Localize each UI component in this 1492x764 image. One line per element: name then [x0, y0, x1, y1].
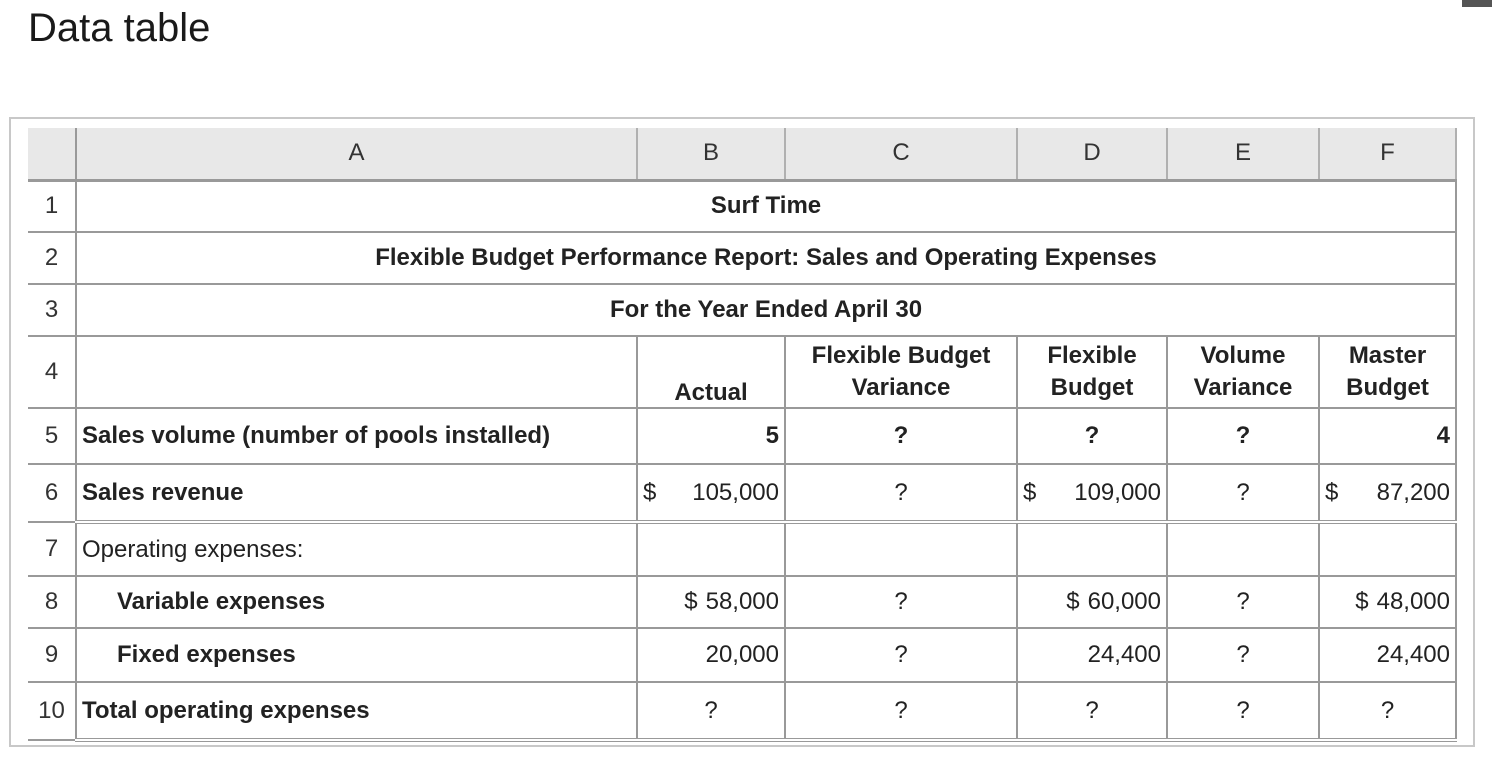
dollar-sign: $	[684, 588, 698, 615]
table-row	[28, 628, 1456, 682]
row-number: 1	[28, 180, 76, 232]
value-cell: 4	[1319, 408, 1456, 464]
value-cell: ?	[637, 682, 785, 740]
header-line: Budget	[1346, 374, 1429, 401]
value-cell	[1319, 464, 1456, 522]
column-header-f: F	[1319, 128, 1456, 180]
value-cell: ?	[1017, 682, 1167, 740]
row-number: 5	[28, 408, 76, 464]
row-number: 3	[28, 284, 76, 336]
table-row	[28, 408, 1456, 464]
value-cell: 24,400	[1017, 628, 1167, 682]
dollar-sign: $	[1023, 478, 1037, 506]
header-line: Variance	[851, 374, 951, 401]
label-cell	[76, 336, 637, 408]
column-header-row	[28, 128, 1456, 180]
row-number: 6	[28, 464, 76, 522]
table-row	[28, 576, 1456, 628]
amount: 105,000	[692, 478, 779, 506]
value-cell: ?	[785, 576, 1017, 628]
header-flexible-budget	[1017, 336, 1167, 408]
value-cell	[637, 522, 785, 576]
company-name: Surf Time	[76, 180, 1456, 232]
row-number: 7	[28, 522, 76, 576]
column-header-e: E	[1167, 128, 1319, 180]
value-cell: ?	[785, 628, 1017, 682]
amount: 109,000	[1074, 478, 1161, 506]
value-cell: ?	[1167, 464, 1319, 522]
value-cell	[1017, 464, 1167, 522]
table-row	[28, 522, 1456, 576]
table-row	[28, 682, 1456, 740]
line-item-label: Operating expenses:	[76, 522, 637, 576]
line-item-label: Sales revenue	[76, 464, 637, 522]
value-cell	[637, 576, 785, 628]
value-cell: ?	[785, 408, 1017, 464]
report-title: Flexible Budget Performance Report: Sales and Operating Expenses	[76, 232, 1456, 284]
row-number: 8	[28, 576, 76, 628]
value-cell	[1017, 522, 1167, 576]
value-cell: 24,400	[1319, 628, 1456, 682]
row-number: 2	[28, 232, 76, 284]
value-cell: 5	[637, 408, 785, 464]
table-row	[28, 232, 1456, 284]
value-cell	[1167, 522, 1319, 576]
value-cell	[1319, 576, 1456, 628]
value-cell: ?	[1017, 408, 1167, 464]
header-line: Volume	[1200, 342, 1286, 369]
value-cell: ?	[785, 464, 1017, 522]
spreadsheet-table	[28, 128, 1457, 742]
value-cell	[1319, 522, 1456, 576]
header-line: Master	[1348, 342, 1427, 369]
dollar-sign: $	[1066, 588, 1080, 615]
table-row	[28, 464, 1456, 522]
value-cell: ?	[1167, 682, 1319, 740]
amount: 60,000	[1087, 588, 1161, 615]
dollar-sign: $	[1355, 588, 1369, 615]
line-item-label: Variable expenses	[76, 576, 637, 628]
header-line: Flexible	[1047, 342, 1137, 369]
scrollbar-handle[interactable]	[1462, 0, 1492, 7]
value-cell: ?	[785, 682, 1017, 740]
table-row	[28, 284, 1456, 336]
header-actual: Actual	[637, 336, 785, 408]
column-header-c: C	[785, 128, 1017, 180]
header-master-budget	[1319, 336, 1456, 408]
amount: 48,000	[1376, 588, 1450, 615]
header-flexible-budget-variance	[785, 336, 1017, 408]
header-line: Variance	[1193, 374, 1293, 401]
value-cell: ?	[1319, 682, 1456, 740]
row-number: 9	[28, 628, 76, 682]
header-volume-variance	[1167, 336, 1319, 408]
column-header-d: D	[1017, 128, 1167, 180]
table-row	[28, 180, 1456, 232]
value-cell	[1017, 576, 1167, 628]
corner-cell	[28, 128, 76, 180]
value-cell	[637, 464, 785, 522]
line-item-label: Total operating expenses	[76, 682, 637, 740]
amount: 87,200	[1376, 478, 1450, 506]
line-item-label: Fixed expenses	[76, 628, 637, 682]
page-title: Data table	[28, 6, 211, 50]
value-cell: ?	[1167, 628, 1319, 682]
row-number: 4	[28, 336, 76, 408]
dollar-sign: $	[643, 478, 657, 506]
value-cell: ?	[1167, 408, 1319, 464]
header-line: Flexible Budget	[811, 342, 991, 369]
table-row	[28, 336, 1456, 408]
value-cell	[785, 522, 1017, 576]
dollar-sign: $	[1325, 478, 1339, 506]
value-cell: ?	[1167, 576, 1319, 628]
amount: 58,000	[705, 588, 779, 615]
line-item-label: Sales volume (number of pools installed)	[76, 408, 637, 464]
column-header-a: A	[76, 128, 637, 180]
report-period: For the Year Ended April 30	[76, 284, 1456, 336]
value-cell: 20,000	[637, 628, 785, 682]
row-number: 10	[28, 682, 76, 740]
header-line: Budget	[1050, 374, 1134, 401]
column-header-b: B	[637, 128, 785, 180]
